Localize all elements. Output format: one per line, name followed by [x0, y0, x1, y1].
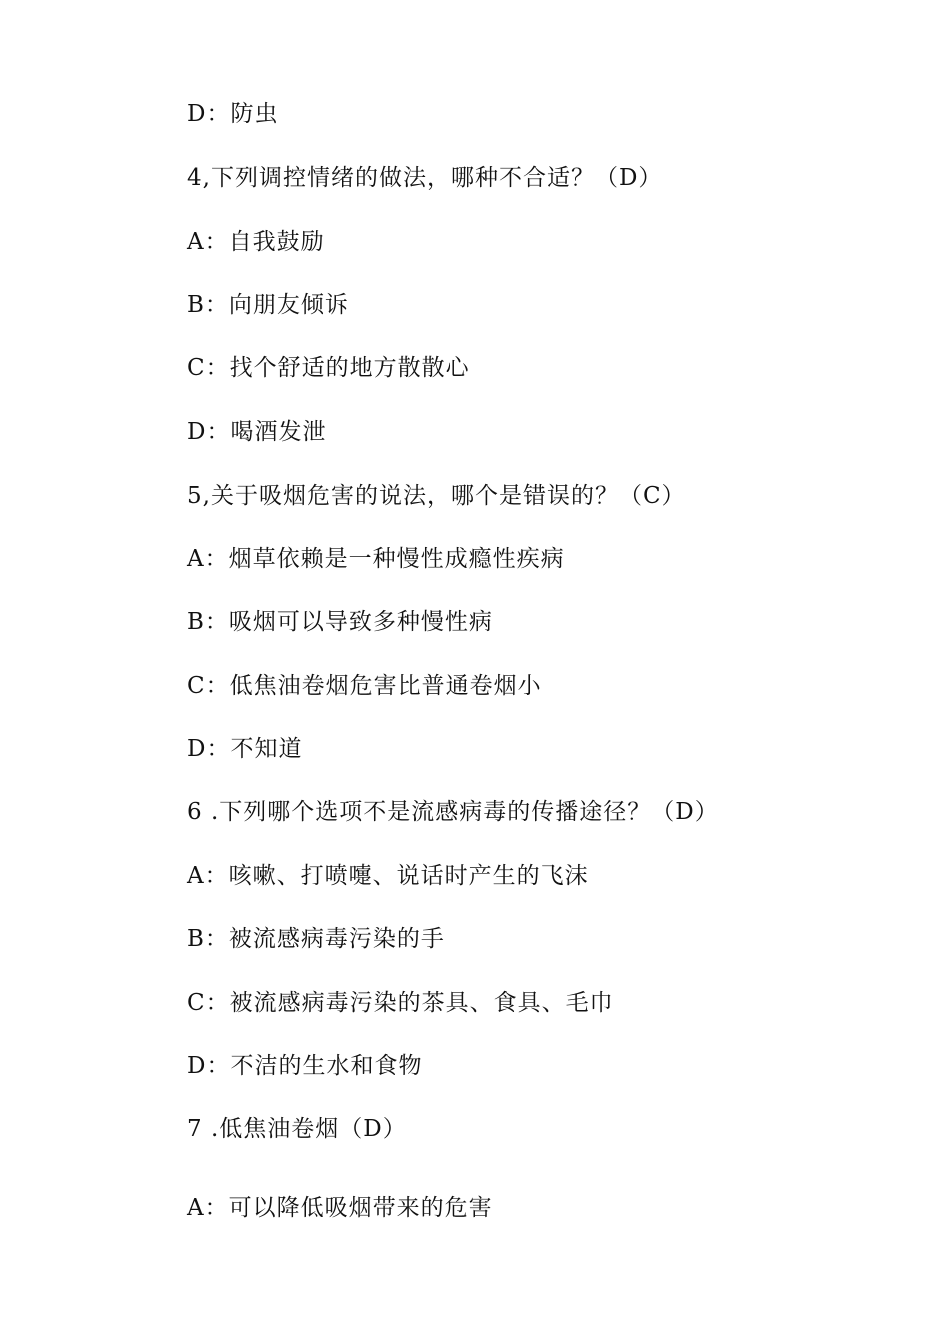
option-c-q6: C：被流感病毒污染的茶具、食具、毛巾: [187, 990, 614, 1016]
option-b-q4: B：向朋友倾诉: [187, 292, 349, 318]
option-a-q4: A：自我鼓励: [187, 229, 325, 255]
option-d-q4: D：喝酒发泄: [187, 419, 327, 445]
option-b-q6: B：被流感病毒污染的手: [187, 926, 445, 952]
question-5: 5,关于吸烟危害的说法，哪个是错误的？（C）: [187, 483, 686, 509]
option-c-q4: C：找个舒适的地方散散心: [187, 355, 470, 381]
option-c-q5: C：低焦油卷烟危害比普通卷烟小: [187, 673, 542, 699]
option-a-q7: A：可以降低吸烟带来的危害: [187, 1195, 493, 1221]
question-7: 7 .低焦油卷烟（D）: [187, 1116, 407, 1142]
option-b-q5: B：吸烟可以导致多种慢性病: [187, 609, 493, 635]
option-d-q3: D：防虫: [187, 101, 279, 127]
option-a-q5: A：烟草依赖是一种慢性成瘾性疾病: [187, 546, 565, 572]
question-4: 4,下列调控情绪的做法，哪种不合适？（D）: [187, 165, 663, 191]
option-d-q5: D：不知道: [187, 736, 303, 762]
option-a-q6: A：咳嗽、打喷嚏、说话时产生的飞沫: [187, 863, 589, 889]
option-d-q6: D：不洁的生水和食物: [187, 1053, 423, 1079]
question-6: 6 .下列哪个选项不是流感病毒的传播途径？（D）: [187, 799, 719, 825]
